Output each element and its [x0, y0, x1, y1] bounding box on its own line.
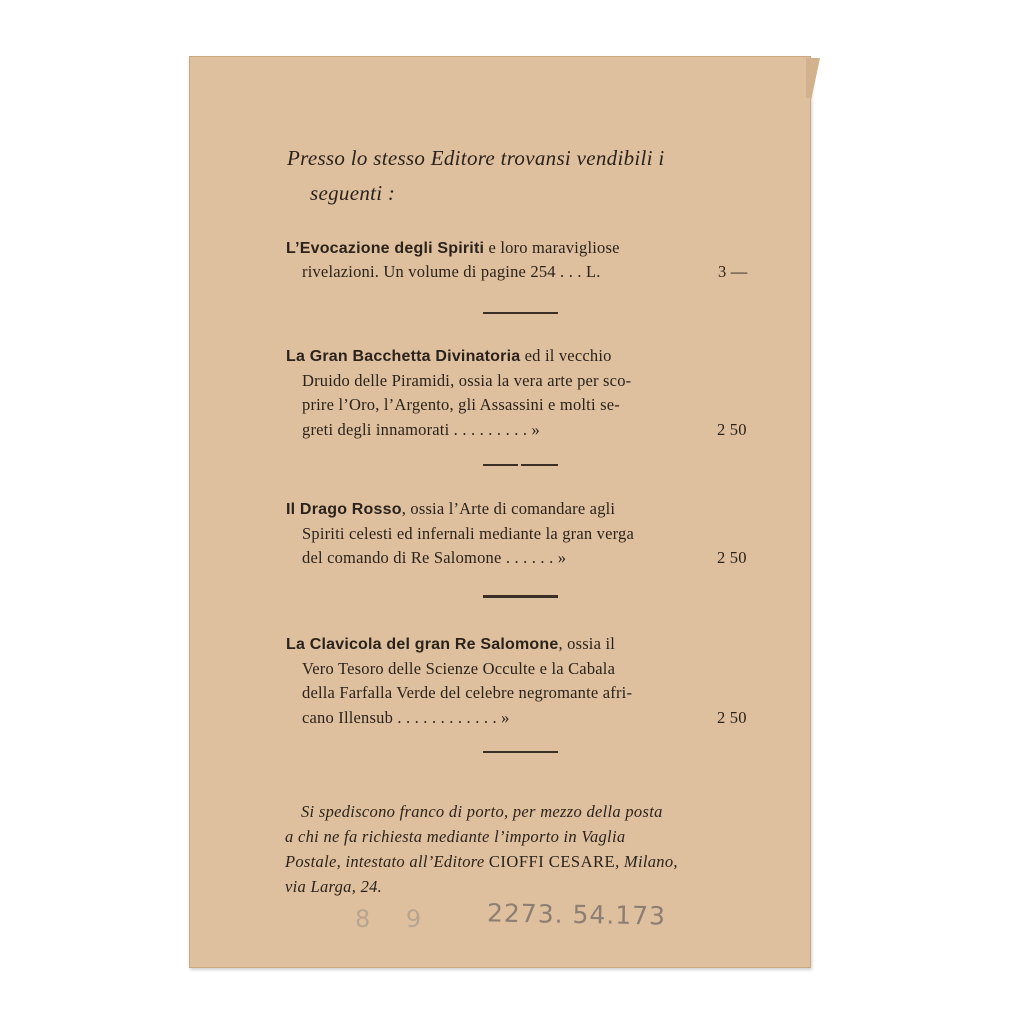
book-title: La Gran Bacchetta Divinatoria: [286, 348, 521, 365]
book-price: 2 50: [717, 548, 747, 568]
publisher-name: CIOFFI CESARE: [488, 852, 616, 871]
notice-text: , Milano,: [615, 852, 678, 871]
book-line-1: [286, 344, 612, 370]
book-text: , ossia l’Arte di comandare agli: [401, 499, 616, 518]
book-line-2: Druido delle Piramidi, ossia la vera arte per sco-: [302, 370, 632, 390]
separator-rule: [483, 312, 558, 314]
book-text: , ossia il: [558, 634, 616, 653]
book-line-2: Vero Tesoro delle Scienze Occulte e la Cabala: [302, 658, 616, 678]
separator-rule: [483, 595, 558, 598]
book-entry-drago-rosso: [286, 497, 786, 572]
book-line-1: [286, 497, 615, 523]
book-line-3: prire l’Oro, l’Argento, gli Assassini e molti se-: [302, 395, 620, 415]
book-line-4: greti degli innamorati . . . . . . . . . »: [302, 419, 540, 439]
book-line-2: Spiriti celesti ed infernali mediante la gran verga: [302, 523, 634, 543]
torn-page-corner: [806, 58, 820, 98]
book-line-1: [286, 632, 615, 658]
book-line-3: della Farfalla Verde del celebre negromante afri-: [302, 683, 633, 703]
notice-text: Postale, intestato all’Editore: [285, 852, 489, 871]
intro-line-1: Presso lo stesso Editore trovansi vendibili i: [287, 146, 665, 170]
pencil-mark: 8 9: [355, 905, 436, 933]
shipping-notice: [285, 799, 785, 899]
book-line-4: cano Illensub . . . . . . . . . . . . »: [302, 707, 510, 727]
book-line-1: [286, 236, 620, 262]
book-title: La Clavicola del gran Re Salomone: [286, 636, 559, 653]
separator-rule: [521, 464, 558, 466]
notice-line-1: Si spediscono franco di porto, per mezzo della posta: [301, 802, 663, 821]
separator-rule: [483, 751, 558, 753]
notice-line-3: [285, 849, 678, 874]
library-shelfmark: 2273. 54.173: [486, 898, 667, 931]
book-line-2: rivelazioni. Un volume di pagine 254 . . . L.: [302, 262, 601, 281]
separator-rule: [483, 464, 518, 466]
book-title: L’Evocazione degli Spiriti: [286, 240, 485, 257]
book-entry-clavicola: [286, 632, 786, 732]
book-text: e loro maravigliose: [484, 238, 620, 257]
book-price: 2 50: [717, 707, 747, 727]
book-entry-bacchetta: [286, 344, 786, 444]
book-price: 3 —: [718, 262, 748, 281]
notice-line-2: a chi ne fa richiesta mediante l’importo in Vaglia: [285, 827, 626, 846]
book-price: 2 50: [717, 419, 747, 439]
intro-line-2: seguenti :: [310, 181, 396, 205]
book-line-3: del comando di Re Salomone . . . . . . »: [302, 548, 567, 568]
notice-line-4: via Larga, 24.: [285, 877, 383, 896]
book-title: Il Drago Rosso: [286, 501, 402, 518]
book-text: ed il vecchio: [520, 346, 612, 365]
book-entry-evocazione: [286, 236, 786, 291]
